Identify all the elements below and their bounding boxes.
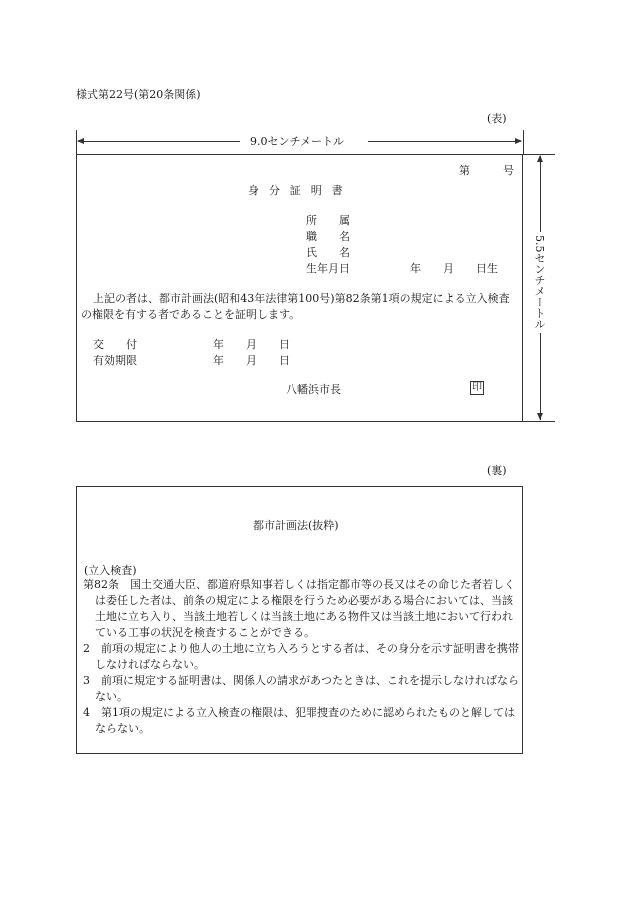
field-affiliation: 所 属: [306, 214, 350, 227]
certification-text: 上記の者は、都市計画法(昭和43年法律第100号)第82条第1項の規定による立入検査の権限を有する者であることを証明します。: [81, 292, 510, 321]
seal-stamp: 印: [472, 382, 482, 393]
validity-label: 有効期限: [93, 354, 137, 367]
birthdate-ymd: 年 月 日生: [410, 262, 498, 275]
field-name: 氏 名: [306, 246, 350, 259]
issue-date: 年 月 日: [213, 338, 290, 351]
validity-date: 年 月 日: [213, 354, 290, 367]
back-title: 都市計画法(抜粋): [253, 519, 339, 532]
arrow-down-icon: [537, 413, 543, 420]
article-82-4: 4 第1項の規定による立入検査の権限は、犯罪捜査のために認められたものと解してはならない。: [83, 706, 515, 735]
height-label: 5.5センチメートル: [534, 232, 545, 333]
article-heading: (立入検査): [84, 564, 137, 577]
field-birthdate: 生年月日: [306, 262, 350, 275]
article-82-2: 2 前項の規定により他人の土地に立ち入ろうとする者は、その身分を示す証明書を携帯しなければならない。: [83, 642, 519, 671]
certificate-title: 身分証明書: [248, 184, 353, 197]
arrow-right-icon: [515, 138, 522, 144]
article-82-3: 3 前項に規定する証明書は、関係人の請求があつたときは、これを提示しなければならない。: [83, 674, 519, 703]
arrow-up-icon: [537, 155, 543, 162]
arrow-left-icon: [77, 138, 84, 144]
width-label: 9.0センチメートル: [250, 135, 345, 148]
front-side-label: (表): [487, 112, 507, 125]
article-82: 第82条 国土交通大臣、都道府県知事若しくは指定都市等の長又はその命じた者若しくは委任した者は、前条の規定による権限を行うため必要がある場合においては、当該土地に立ち入り、当該土地若しくは当該土地にある物件又は当該土地において行われている工事の状況を検査することができる。: [83, 578, 515, 639]
number-label: 第 号: [459, 164, 514, 177]
form-title: 様式第22号(第20条関係): [76, 88, 201, 101]
id-card-back: [76, 486, 523, 754]
back-side-label: (裏): [487, 464, 507, 477]
id-card-front: [76, 154, 523, 422]
issuer-name: 八幡浜市長: [286, 383, 341, 396]
issue-label: 交 付: [93, 338, 137, 351]
field-position: 職 名: [306, 230, 350, 243]
